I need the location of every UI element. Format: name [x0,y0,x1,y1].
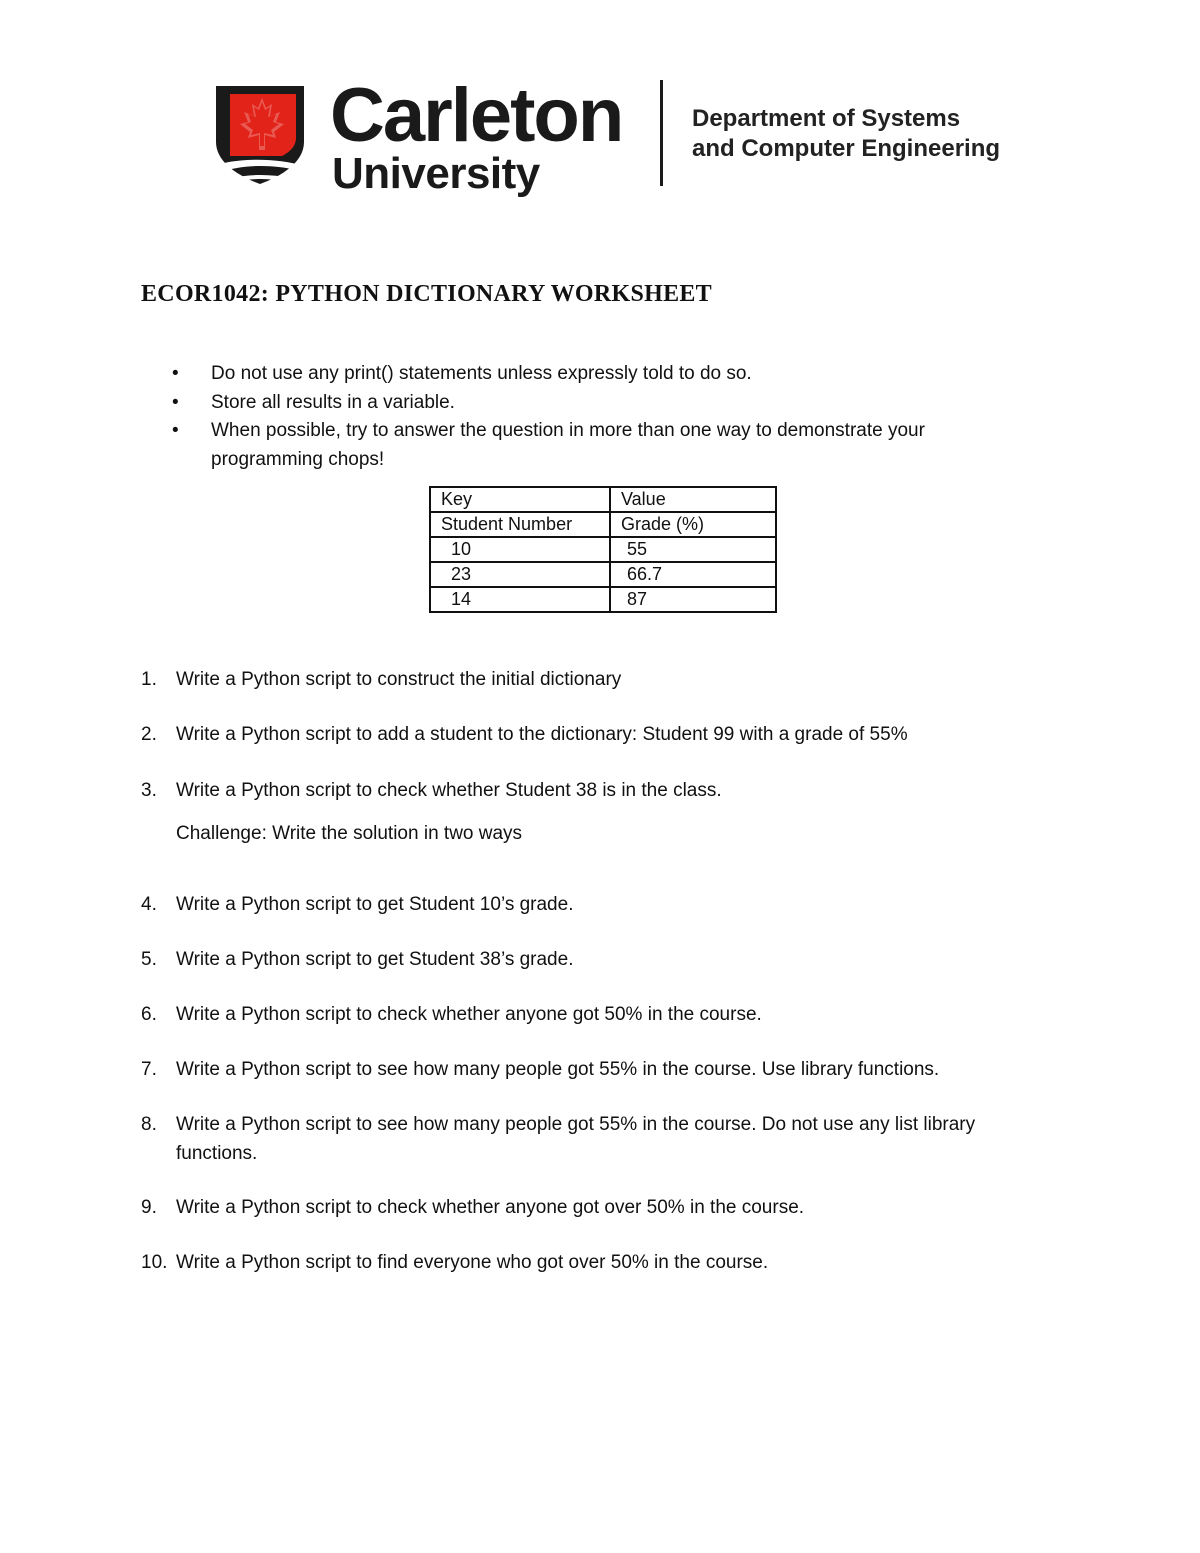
question-number: 8. [141,1114,157,1135]
question-item [141,891,1021,920]
instruction-item [172,389,1002,418]
question-item [141,1249,1021,1278]
question-text: Write a Python script to construct the initial dictionary [176,669,622,690]
table-header-row [430,487,776,512]
question-number: 5. [141,949,157,970]
table-row [430,562,776,587]
table-cell-value: 87 [610,587,776,612]
question-text: Write a Python script to see how many people got 55% in the course. Use library functions. [176,1059,940,1080]
question-number: 4. [141,894,157,915]
instruction-item [172,417,1002,474]
instruction-text: Do not use any print() statements unless expressly told to do so. [211,363,752,384]
instruction-list [172,360,1002,474]
table-cell-value: 55 [610,537,776,562]
table-row [430,537,776,562]
question-item [141,666,1021,695]
table-cell-key: 10 [430,537,610,562]
table-subheader-cell: Student Number [430,512,610,537]
question-text: Write a Python script to get Student 10’s grade. [176,894,574,915]
question-item [141,946,1021,975]
university-subtitle: University [332,149,540,198]
question-number: 10. [141,1252,168,1273]
question-text: Write a Python script to find everyone who got over 50% in the course. [176,1252,769,1273]
instruction-text: When possible, try to answer the question in more than one way to demonstrate your programming chops! [211,420,925,470]
question-item [141,1001,1021,1030]
bullet-icon: • [172,391,179,413]
question-item [141,1194,1021,1223]
question-number: 6. [141,1004,157,1025]
question-item [141,1111,1021,1168]
table-cell-value: 66.7 [610,562,776,587]
table-header-cell: Key [430,487,610,512]
question-number: 3. [141,780,157,801]
bullet-icon: • [172,420,179,441]
question-text: Write a Python script to add a student to the dictionary: Student 99 with a grade of 55% [176,724,908,745]
dictionary-table [429,486,777,613]
question-number: 7. [141,1059,157,1080]
instruction-text: Store all results in a variable. [211,391,455,413]
carleton-shield-logo [212,80,308,196]
header [212,73,1002,200]
table-cell-key: 23 [430,562,610,587]
challenge-note: Challenge: Write the solution in two ways [176,823,523,844]
question-text: Write a Python script to get Student 38’s grade. [176,949,574,970]
table-row [430,587,776,612]
question-item [141,721,1021,750]
question-number: 9. [141,1197,157,1218]
question-text: Write a Python script to check whether anyone got over 50% in the course. [176,1197,805,1218]
question-text: Write a Python script to check whether Student 38 is in the class. [176,780,722,801]
instruction-item [172,360,1002,389]
question-text: Write a Python script to check whether anyone got 50% in the course. [176,1004,762,1025]
table-header-cell: Value [610,487,776,512]
question-item [141,1056,1021,1085]
table-subheader-row [430,512,776,537]
bullet-icon: • [172,363,179,384]
logo-divider [660,80,663,186]
table-subheader-cell: Grade (%) [610,512,776,537]
university-name: Carleton [330,73,623,158]
question-item [141,777,1021,806]
question-text: Write a Python script to see how many people got 55% in the course. Do not use any list library functions. [176,1114,976,1164]
table-cell-key: 14 [430,587,610,612]
department-line-1: Department of Systems [692,105,961,132]
department-name [692,104,1000,164]
question-number: 2. [141,724,157,745]
department-line-2: and Computer Engineering [692,135,1001,162]
page-title: ECOR1042: PYTHON DICTIONARY WORKSHEET [141,281,712,307]
question-number: 1. [141,669,157,690]
